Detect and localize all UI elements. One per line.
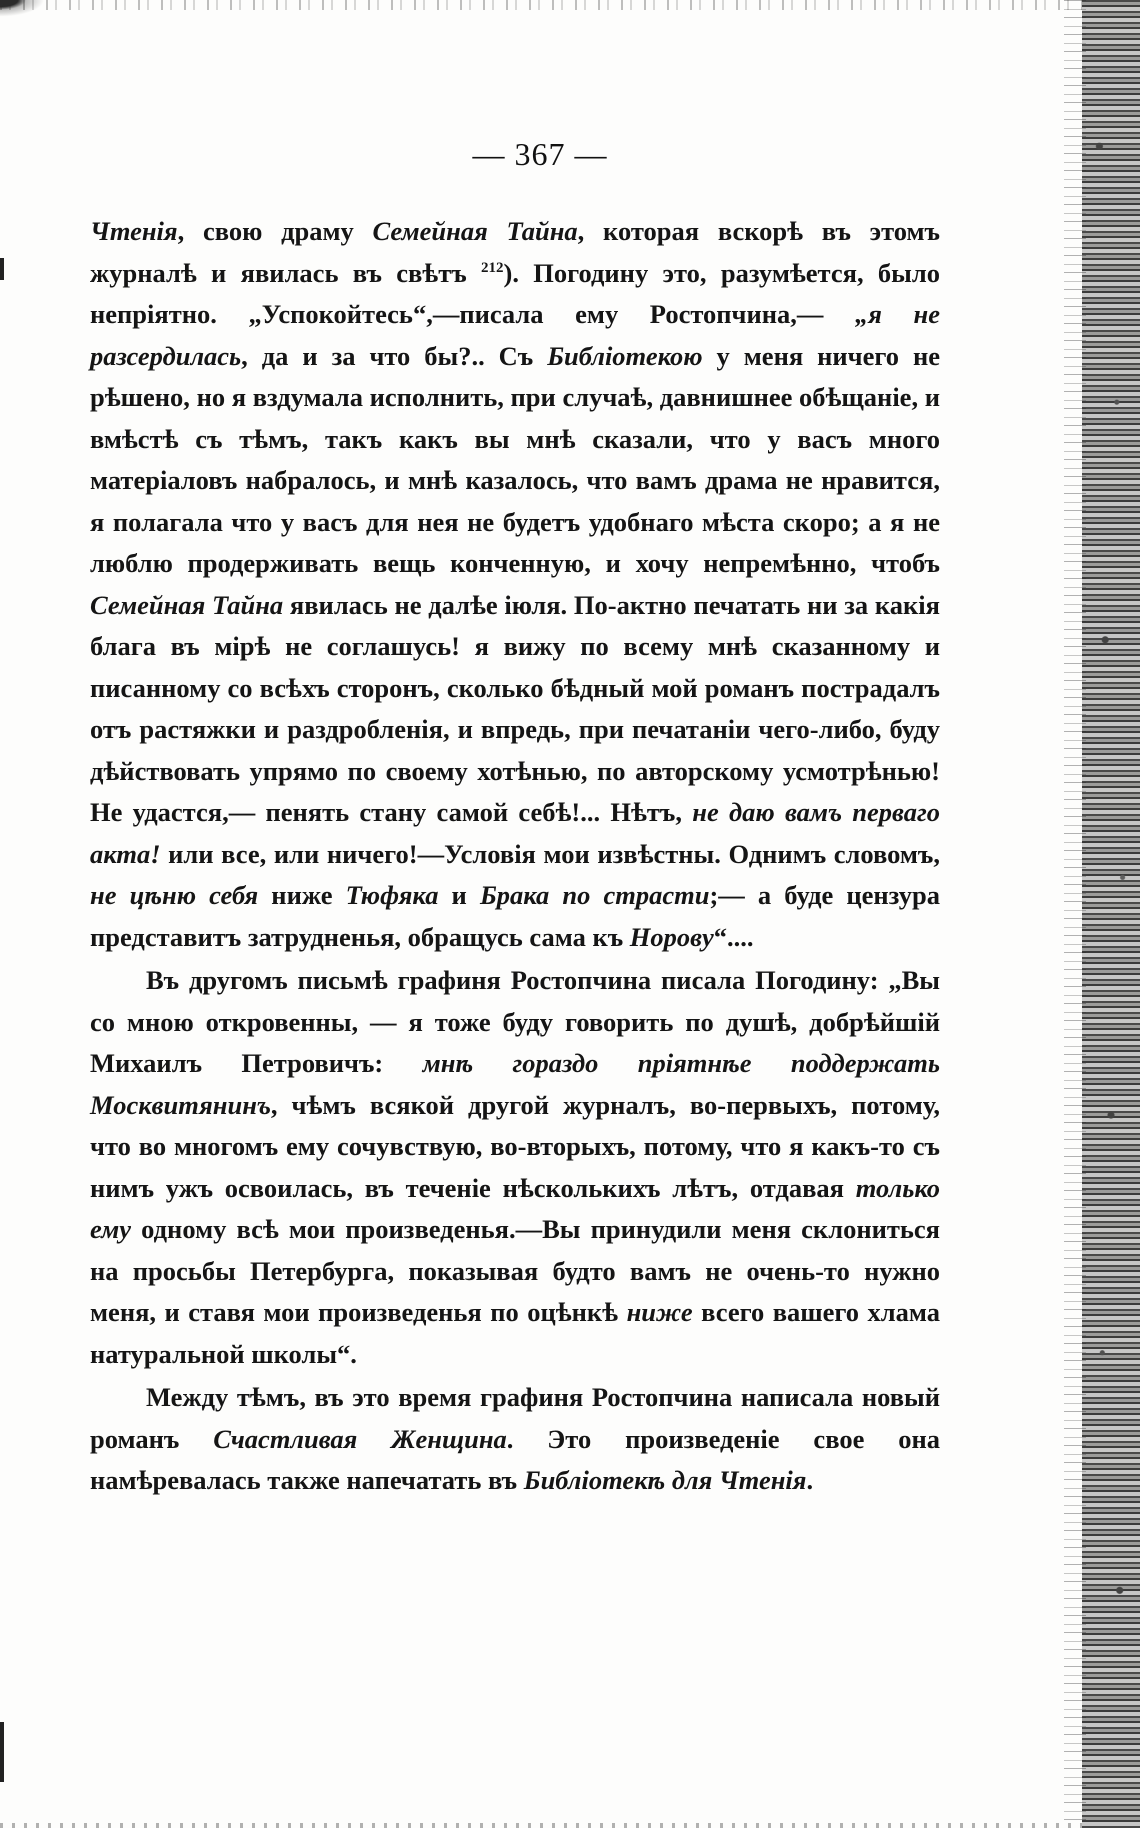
scan-corner-stain [0, 0, 90, 34]
italic-text: Библіотекѣ для Чтенія [523, 1465, 807, 1495]
text-run: . Это произведеніе свое она намѣревалась также напечатать въ [90, 1423, 940, 1495]
text-run: , которая вскорѣ въ этомъ журналѣ и явилась въ свѣтъ [90, 216, 940, 288]
text-run: ;— а буде цензура представитъ затрудненья, обращусь сама къ [90, 880, 940, 952]
scan-edge-mark [0, 1722, 4, 1782]
text-run: и [438, 880, 480, 910]
body-text [90, 211, 940, 1502]
scan-edge-top [0, 0, 1082, 10]
text-run: явилась не далѣе іюля. По-актно печатать ни за какія блага въ мірѣ не соглашусь! я вижу по всему мнѣ сказанному и писанному со всѣхъ сторонъ, сколько бѣдный мой романъ пострадалъ отъ растяжки и раздробленія, и впредь, при печатаніи чего-либо, буду дѣйствовать упрямо по своему хотѣнью, по авторскому усмотрѣнью! Не удастся,— пенять стану самой себѣ!... Нѣтъ, [90, 589, 940, 827]
italic-text: Норову [629, 921, 714, 952]
footnote-ref: 212 [481, 259, 504, 276]
italic-text: только ему [90, 1172, 940, 1244]
text-run: ). Погодину это, разумѣется, было непріятно. „Успокойтесь“,—писала ему Ростопчина,— [90, 257, 940, 329]
italic-text: Семейная Тайна [90, 589, 284, 620]
paragraph [90, 211, 940, 958]
italic-text: не даю вамъ перваго акта! [90, 797, 940, 869]
italic-text: Чтенія [90, 216, 178, 246]
text-run: Въ другомъ письмѣ графиня Ростопчина писала Погодину: „Вы со мною откровенны, — я тоже буду говорить по душѣ, добрѣйшій Михаилъ Петровичъ: [90, 965, 940, 1078]
italic-text: мнѣ гораздо пріятнѣе поддержать Москвитянинъ [90, 1048, 941, 1120]
text-run: Между тѣмъ, въ это время графиня Ростопчина написала новый романъ [90, 1382, 940, 1454]
paragraph [90, 1377, 940, 1502]
text-run: или все, или ничего!—Условія мои извѣстны. Однимъ словомъ, [160, 838, 940, 869]
italic-text: Семейная Тайна [372, 216, 578, 246]
text-run: у меня ничего не рѣшено, но я вздумала исполнить, при случаѣ, давнишнее обѣщаніе, и вмѣстѣ съ тѣмъ, такъ какъ вы мнѣ сказали, что у васъ много матеріаловъ набралось, и мнѣ казалось, что вамъ драма не нравится, я полагала что у васъ для нея не будетъ удобнаго мѣста скоро; а я не люблю продерживать вещь конченную, и хочу непремѣнно, чтобъ [90, 340, 940, 578]
italic-text: не цѣню себя [90, 880, 259, 910]
text-run: , чѣмъ всякой другой журналъ, во-первыхъ, потому, что во многомъ ему сочувствую, во-вторыхъ, потому, что я какъ-то съ нимъ ужъ освоилась, въ теченіе нѣсколькихъ лѣтъ, отдавая [90, 1089, 940, 1203]
italic-text: Счастливая Женщина [213, 1423, 507, 1454]
text-run: . [806, 1465, 814, 1495]
italic-text: Библіотекою [547, 340, 703, 371]
italic-text: ниже [626, 1297, 693, 1327]
scan-edge-right [1082, 0, 1140, 1828]
text-run: , свою драму [177, 216, 373, 246]
text-run: , да и за что бы?.. Съ [241, 340, 548, 371]
page-number: — 367 — [472, 136, 608, 172]
text-run: ниже [258, 880, 346, 910]
scan-edge-bottom [0, 1823, 1082, 1828]
text-run: одному всѣ мои произведенья.—Вы принудили меня склониться на просьбы Петербурга, показывая будто вамъ не очень-то нужно меня, и ставя мои произведенья по оцѣнкѣ [90, 1214, 940, 1327]
italic-text: „я не разсердилась [90, 299, 940, 371]
italic-text: Брака по страсти [479, 880, 710, 910]
text-run: “.... [713, 921, 754, 952]
scan-edge-mark [0, 258, 4, 280]
paragraph [90, 960, 940, 1375]
italic-text: Тюфяка [345, 880, 439, 910]
text-run: всего вашего хлама натуральной школы“. [90, 1297, 940, 1369]
